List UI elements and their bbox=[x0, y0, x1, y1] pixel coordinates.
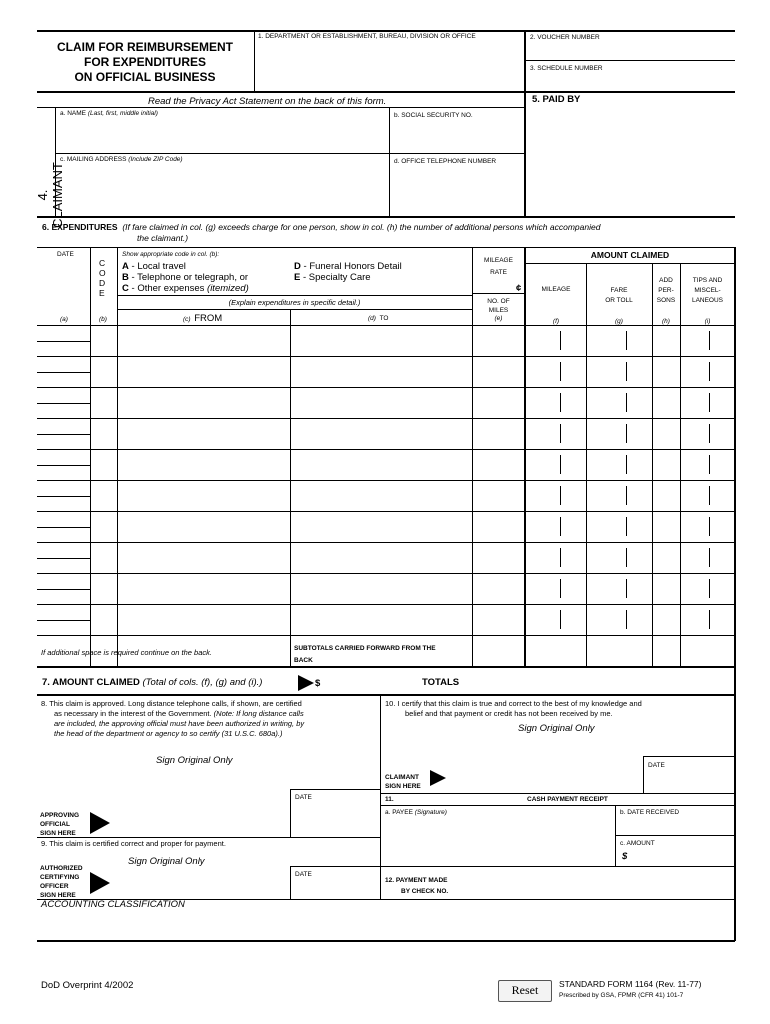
no-of-miles-label: NO. OF MILES bbox=[487, 298, 510, 314]
col-c-label: (c) FROM bbox=[183, 313, 223, 324]
expense-mileage-input[interactable] bbox=[527, 422, 588, 447]
expense-from-input[interactable] bbox=[120, 608, 292, 633]
col-b-label: (b) bbox=[99, 316, 107, 323]
expense-code-input[interactable] bbox=[93, 329, 119, 354]
expense-from-input[interactable] bbox=[120, 391, 292, 416]
cash-payment-receipt-label: CASH PAYMENT RECEIPT bbox=[527, 796, 608, 803]
expense-miles-input[interactable] bbox=[475, 360, 526, 385]
expense-tips-input[interactable] bbox=[683, 484, 736, 509]
subtotals-label: SUBTOTALS CARRIED FORWARD FROM THE BACK bbox=[294, 645, 436, 664]
amount-claimed-label: 7. AMOUNT CLAIMED (Total of cols. (f), (g) and (i).) bbox=[42, 677, 263, 688]
certifying-officer-label: AUTHORIZED CERTIFYING OFFICER SIGN HERE bbox=[40, 865, 83, 899]
codes-left-list: A - Local travel B - Telephone or telegraph, or C - Other expenses (itemized) bbox=[122, 261, 249, 294]
expense-date-input[interactable] bbox=[40, 608, 92, 633]
schedule-number-input[interactable] bbox=[530, 75, 734, 89]
expense-miles-input[interactable] bbox=[475, 546, 526, 571]
office-phone-label: d. OFFICE TELEPHONE NUMBER bbox=[394, 158, 497, 165]
cent-symbol: ¢ bbox=[516, 283, 522, 294]
office-phone-input[interactable] bbox=[394, 172, 523, 210]
expense-fare-input[interactable] bbox=[589, 546, 654, 571]
arrow-right-icon bbox=[90, 812, 110, 834]
expense-mileage-input[interactable] bbox=[527, 391, 588, 416]
expense-to-input[interactable] bbox=[293, 391, 474, 416]
expenditures-heading: 6. EXPENDITURES (If fare claimed in col. (g) exceeds charge for one person, show in col. (h) the number of additional persons which accompanied the claimant.) bbox=[42, 222, 601, 243]
form-title: CLAIM FOR REIMBURSEMENT FOR EXPENDITURES ON OFFICIAL BUSINESS bbox=[57, 40, 233, 84]
expense-date-input[interactable] bbox=[40, 546, 92, 571]
expense-miles-input[interactable] bbox=[475, 391, 526, 416]
expense-date-input[interactable] bbox=[40, 577, 92, 602]
totals-label: TOTALS bbox=[422, 677, 460, 688]
claimant-signature-input[interactable] bbox=[452, 768, 641, 792]
expense-tips-input[interactable] bbox=[683, 608, 736, 633]
department-input[interactable] bbox=[260, 50, 524, 82]
mileage-rate-label: MILEAGE RATE bbox=[484, 257, 513, 276]
approval-sign-original: Sign Original Only bbox=[156, 755, 233, 766]
expense-from-input[interactable] bbox=[120, 484, 292, 509]
date-received-label: b. DATE RECEIVED bbox=[620, 809, 680, 816]
certification-statement: 9. This claim is certified correct and proper for payment. bbox=[41, 839, 226, 848]
certifying-date-input[interactable] bbox=[295, 882, 379, 899]
expense-tips-input[interactable] bbox=[683, 515, 736, 540]
expense-to-input[interactable] bbox=[293, 453, 474, 478]
amount-claimed-header: AMOUNT CLAIMED bbox=[590, 250, 670, 260]
item-11-label: 11. bbox=[385, 796, 394, 803]
claimant-sign-original: Sign Original Only bbox=[518, 723, 595, 734]
expense-tips-input[interactable] bbox=[683, 577, 736, 602]
codes-right-list: D - Funeral Honors Detail E - Specialty Care bbox=[294, 261, 402, 283]
expense-persons-input[interactable] bbox=[654, 453, 682, 478]
code-hint: Show appropriate code in col. (b): bbox=[122, 251, 220, 258]
col-i-label: (i) bbox=[704, 318, 711, 325]
claimant-certification: 10. I certify that this claim is true and correct to the best of my knowledge and belief and that payment or credit has not been received by me. bbox=[385, 699, 642, 718]
expense-from-input[interactable] bbox=[120, 422, 292, 447]
expense-from-input[interactable] bbox=[120, 329, 292, 354]
department-label: 1. DEPARTMENT OR ESTABLISHMENT, BUREAU, DIVISION OR OFFICE bbox=[258, 33, 476, 40]
arrow-right-icon bbox=[430, 770, 446, 786]
dod-overprint: DoD Overprint 4/2002 bbox=[41, 980, 134, 991]
mailing-address-label: c. MAILING ADDRESS (Include ZIP Code) bbox=[60, 156, 183, 163]
expense-code-input[interactable] bbox=[93, 391, 119, 416]
payee-signature-input[interactable] bbox=[385, 822, 614, 864]
expense-persons-input[interactable] bbox=[654, 546, 682, 571]
expense-to-input[interactable] bbox=[293, 546, 474, 571]
expense-fare-input[interactable] bbox=[589, 422, 654, 447]
claimant-date-input[interactable] bbox=[648, 774, 732, 792]
payment-made-label: 12. PAYMENT MADE BY CHECK NO. bbox=[385, 877, 449, 895]
col-g-label: (g) bbox=[615, 318, 623, 325]
expense-code-input[interactable] bbox=[93, 577, 119, 602]
accounting-classification-label: ACCOUNTING CLASSIFICATION bbox=[41, 899, 185, 910]
expense-from-input[interactable] bbox=[120, 453, 292, 478]
prescribed-by: Prescribed by GSA, FPMR (CFR 41) 101-7 bbox=[559, 992, 684, 999]
expense-to-input[interactable] bbox=[293, 360, 474, 385]
arrow-right-icon bbox=[90, 872, 110, 894]
expense-code-input[interactable] bbox=[93, 515, 119, 540]
expense-miles-input[interactable] bbox=[475, 329, 526, 354]
amount-claimed-input[interactable] bbox=[325, 675, 409, 693]
arrow-right-icon bbox=[298, 675, 314, 691]
expense-mileage-input[interactable] bbox=[527, 577, 588, 602]
approving-official-label: APPROVING OFFICIAL SIGN HERE bbox=[40, 812, 80, 837]
expense-date-input[interactable] bbox=[40, 515, 92, 540]
mailing-address-input[interactable] bbox=[60, 170, 389, 212]
add-persons-col-label: ADD PER- SONS bbox=[656, 277, 676, 304]
tips-col-label: TIPS AND MISCEL- LANEOUS bbox=[691, 277, 724, 304]
voucher-number-input[interactable] bbox=[530, 44, 734, 60]
expense-to-input[interactable] bbox=[293, 515, 474, 540]
claimant-name-input[interactable] bbox=[60, 124, 389, 152]
ssn-label: b. SOCIAL SECURITY NO. bbox=[394, 112, 473, 119]
expense-code-input[interactable] bbox=[93, 608, 119, 633]
explain-note: (Explain expenditures in specific detail.) bbox=[228, 298, 361, 307]
expense-tips-input[interactable] bbox=[683, 391, 736, 416]
ssn-input[interactable] bbox=[394, 126, 523, 152]
expense-code-input[interactable] bbox=[93, 422, 119, 447]
expense-date-input[interactable] bbox=[40, 360, 92, 385]
expense-miles-input[interactable] bbox=[475, 484, 526, 509]
expense-fare-input[interactable] bbox=[589, 577, 654, 602]
expense-mileage-input[interactable] bbox=[527, 329, 588, 354]
expense-from-input[interactable] bbox=[120, 515, 292, 540]
continue-note: If additional space is required continue on the back. bbox=[41, 648, 212, 657]
dollar-sign: $ bbox=[315, 678, 321, 689]
expense-to-input[interactable] bbox=[293, 329, 474, 354]
expense-date-input[interactable] bbox=[40, 453, 92, 478]
amount-received-input[interactable] bbox=[632, 850, 732, 865]
col-e-label: (e) bbox=[494, 315, 503, 322]
expense-miles-input[interactable] bbox=[475, 515, 526, 540]
expense-from-input[interactable] bbox=[120, 360, 292, 385]
expense-fare-input[interactable] bbox=[589, 515, 654, 540]
col-a-label: (a) bbox=[60, 316, 68, 323]
col-f-label: (f) bbox=[552, 318, 560, 325]
expense-code-input[interactable] bbox=[93, 546, 119, 571]
code-vertical-label: C O D E bbox=[99, 258, 106, 298]
expense-miles-input[interactable] bbox=[475, 422, 526, 447]
expense-fare-input[interactable] bbox=[589, 329, 654, 354]
expense-date-input[interactable] bbox=[40, 422, 92, 447]
certifying-sign-original: Sign Original Only bbox=[128, 856, 205, 867]
expense-miles-input[interactable] bbox=[475, 608, 526, 633]
expense-fare-input[interactable] bbox=[589, 484, 654, 509]
expense-persons-input[interactable] bbox=[654, 515, 682, 540]
expense-date-input[interactable] bbox=[40, 484, 92, 509]
privacy-act-note: Read the Privacy Act Statement on the back of this form. bbox=[148, 96, 387, 107]
reset-button[interactable]: Reset bbox=[498, 980, 552, 1002]
certifying-date-label: DATE bbox=[295, 871, 312, 878]
standard-form-number: STANDARD FORM 1164 (Rev. 11-77) bbox=[559, 979, 702, 989]
claimant-side-label: 4. CLAIMANT bbox=[35, 162, 65, 228]
expense-persons-input[interactable] bbox=[654, 608, 682, 633]
mileage-col-label: MILEAGE bbox=[541, 286, 571, 293]
name-label: a. NAME (Last, first, middle initial) bbox=[60, 110, 158, 117]
expense-tips-input[interactable] bbox=[683, 546, 736, 571]
voucher-number-label: 2. VOUCHER NUMBER bbox=[530, 34, 600, 41]
expense-fare-input[interactable] bbox=[589, 608, 654, 633]
paid-by-label: 5. PAID BY bbox=[532, 94, 581, 105]
expense-mileage-input[interactable] bbox=[527, 546, 588, 571]
amount-dollar-sign: $ bbox=[622, 851, 628, 862]
approving-signature-input[interactable] bbox=[115, 808, 289, 836]
expense-persons-input[interactable] bbox=[654, 577, 682, 602]
date-received-input[interactable] bbox=[620, 820, 732, 835]
expense-mileage-input[interactable] bbox=[527, 608, 588, 633]
expense-tips-input[interactable] bbox=[683, 360, 736, 385]
expense-mileage-input[interactable] bbox=[527, 360, 588, 385]
expense-fare-input[interactable] bbox=[589, 453, 654, 478]
expense-date-input[interactable] bbox=[40, 329, 92, 354]
accounting-classification-input[interactable] bbox=[41, 912, 375, 939]
certifying-signature-input[interactable] bbox=[115, 870, 289, 898]
claimant-sign-here-label: CLAIMANT SIGN HERE bbox=[385, 774, 421, 790]
form-top-border bbox=[37, 30, 735, 32]
fare-col-label: FARE OR TOLL bbox=[605, 287, 633, 304]
expense-persons-input[interactable] bbox=[654, 329, 682, 354]
expense-code-input[interactable] bbox=[93, 453, 119, 478]
expense-mileage-input[interactable] bbox=[527, 484, 588, 509]
expense-to-input[interactable] bbox=[293, 484, 474, 509]
approval-date-input[interactable] bbox=[295, 806, 379, 836]
expense-to-input[interactable] bbox=[293, 422, 474, 447]
approval-date-label: DATE bbox=[295, 794, 312, 801]
expense-tips-input[interactable] bbox=[683, 329, 736, 354]
expense-persons-input[interactable] bbox=[654, 391, 682, 416]
date-col-label: DATE bbox=[57, 251, 74, 258]
expense-persons-input[interactable] bbox=[654, 360, 682, 385]
payee-label: a. PAYEE (Signature) bbox=[385, 809, 447, 816]
expense-miles-input[interactable] bbox=[475, 453, 526, 478]
paid-by-input[interactable] bbox=[530, 108, 734, 210]
amount-received-label: c. AMOUNT bbox=[620, 840, 655, 847]
expense-to-input[interactable] bbox=[293, 577, 474, 602]
expense-code-input[interactable] bbox=[93, 484, 119, 509]
approval-statement: 8. This claim is approved. Long distance telephone calls, if shown, are certified as necessary in the interest of the Government. (Note: If long distance calls are included, the approving official must have been authorized in writing, by the head of the department or agency to so certify (31 U.S.C. 680a).) bbox=[41, 699, 305, 738]
expense-mileage-input[interactable] bbox=[527, 453, 588, 478]
claimant-date-label: DATE bbox=[648, 762, 665, 769]
schedule-number-label: 3. SCHEDULE NUMBER bbox=[530, 65, 603, 72]
check-number-input[interactable] bbox=[465, 880, 729, 897]
expense-tips-input[interactable] bbox=[683, 453, 736, 478]
col-d-label: (d) TO bbox=[368, 315, 389, 322]
expense-fare-input[interactable] bbox=[589, 391, 654, 416]
expense-persons-input[interactable] bbox=[654, 422, 682, 447]
expense-to-input[interactable] bbox=[293, 608, 474, 633]
expense-persons-input[interactable] bbox=[654, 484, 682, 509]
expense-from-input[interactable] bbox=[120, 546, 292, 571]
expense-fare-input[interactable] bbox=[589, 360, 654, 385]
expense-code-input[interactable] bbox=[93, 360, 119, 385]
expense-date-input[interactable] bbox=[40, 391, 92, 416]
expense-tips-input[interactable] bbox=[683, 422, 736, 447]
col-h-label: (h) bbox=[662, 318, 670, 325]
expense-from-input[interactable] bbox=[120, 577, 292, 602]
expense-miles-input[interactable] bbox=[475, 577, 526, 602]
expense-mileage-input[interactable] bbox=[527, 515, 588, 540]
